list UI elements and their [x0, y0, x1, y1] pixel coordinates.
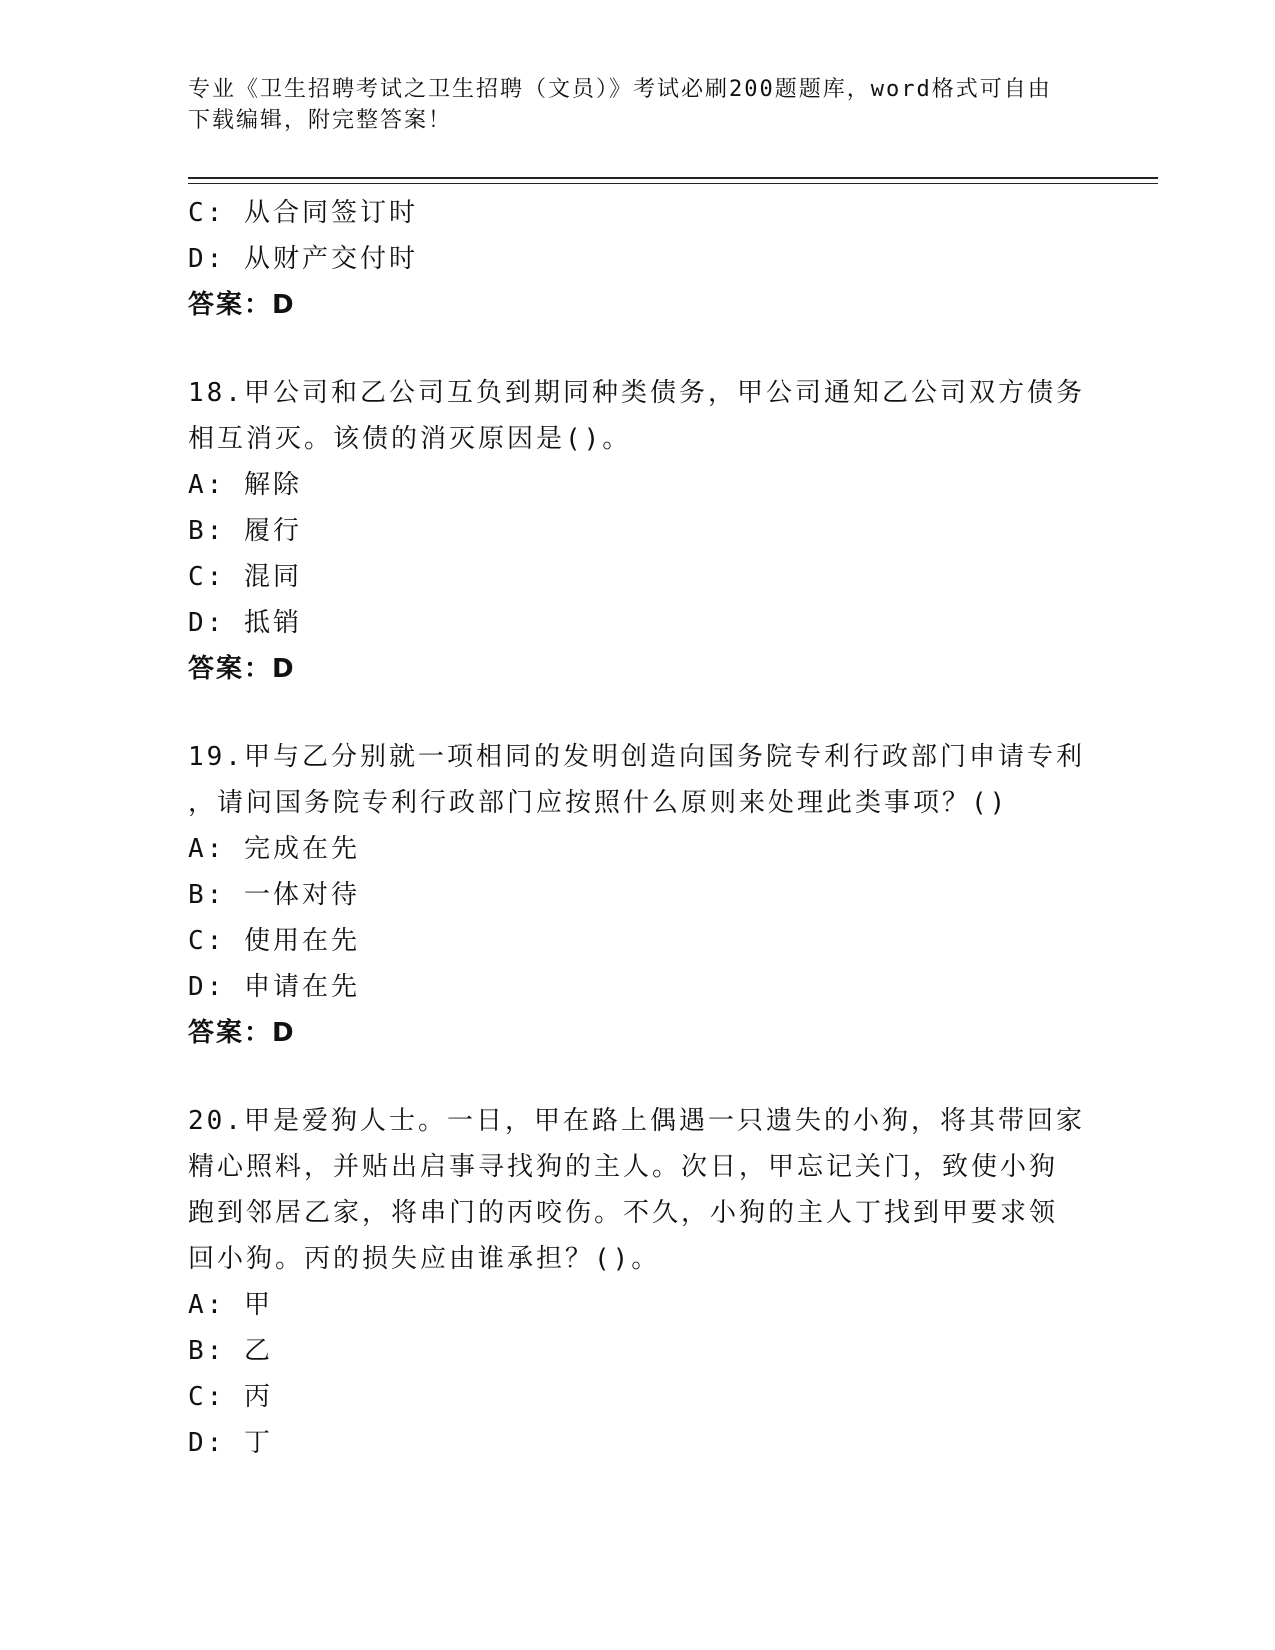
- question-text-line: ，请问国务院专利行政部门应按照什么原则来处理此类事项？(): [188, 788, 1009, 818]
- option-a: A: 完成在先: [188, 834, 360, 864]
- question-text-line: 回小狗。丙的损失应由谁承担？()。: [188, 1244, 661, 1274]
- spacer: [188, 328, 1088, 370]
- spacer: [188, 1056, 1088, 1098]
- document-header: 专业《卫生招聘考试之卫生招聘（文员）》考试必刷200题题库，word格式可自由下载编辑，附完整答案！: [188, 77, 1052, 133]
- option-c: C: 混同: [188, 562, 302, 592]
- answer-line: 答案：D: [188, 290, 296, 320]
- option-b: B: 履行: [188, 516, 302, 546]
- question-20: [188, 1098, 1088, 1466]
- question-text-line: 19.甲与乙分别就一项相同的发明创造向国务院专利行政部门申请专利: [188, 742, 1085, 772]
- spacer: [188, 692, 1088, 734]
- prev-question: [188, 190, 1088, 328]
- question-18: [188, 370, 1088, 692]
- option-d: D: 从财产交付时: [188, 244, 418, 274]
- question-text-line: 18.甲公司和乙公司互负到期同种类债务，甲公司通知乙公司双方债务: [188, 378, 1085, 408]
- question-19: [188, 734, 1088, 1056]
- option-c: C: 丙: [188, 1382, 273, 1412]
- question-text-line: 20.甲是爱狗人士。一日，甲在路上偶遇一只遗失的小狗，将其带回家: [188, 1106, 1085, 1136]
- header-rule-top: [188, 177, 1158, 179]
- question-text-line: 精心照料，并贴出启事寻找狗的主人。次日，甲忘记关门，致使小狗: [188, 1152, 1059, 1182]
- option-a: A: 解除: [188, 470, 302, 500]
- option-d: D: 丁: [188, 1428, 273, 1458]
- option-a: A: 甲: [188, 1290, 273, 1320]
- question-text-line: 相互消灭。该债的消灭原因是()。: [188, 424, 632, 454]
- option-d: D: 抵销: [188, 608, 302, 638]
- answer-line: 答案：D: [188, 654, 296, 684]
- option-b: B: 乙: [188, 1336, 273, 1366]
- document-body: [188, 190, 1088, 1466]
- answer-line: 答案：D: [188, 1018, 296, 1048]
- option-d: D: 申请在先: [188, 972, 360, 1002]
- option-c: C: 从合同签订时: [188, 198, 418, 228]
- option-c: C: 使用在先: [188, 926, 360, 956]
- question-text-line: 跑到邻居乙家，将串门的丙咬伤。不久，小狗的主人丁找到甲要求领: [188, 1198, 1059, 1228]
- option-b: B: 一体对待: [188, 880, 360, 910]
- header-rule-bottom: [188, 183, 1158, 184]
